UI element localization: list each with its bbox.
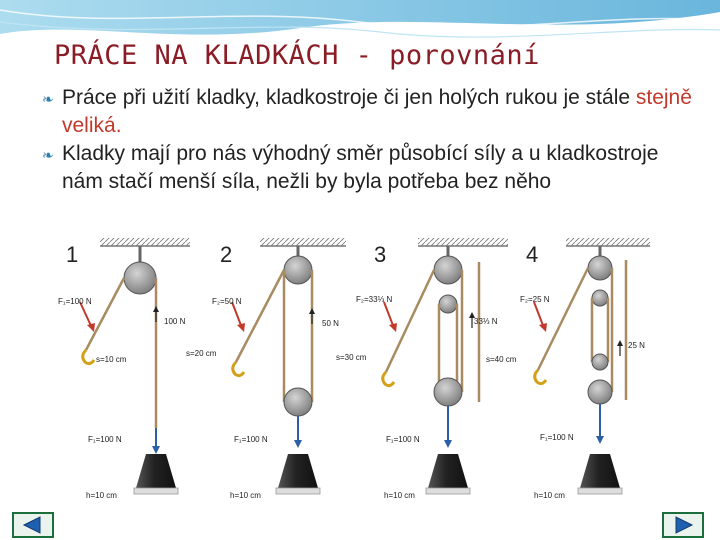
previous-slide-button[interactable] [12, 512, 54, 538]
rope [538, 268, 588, 370]
next-slide-button[interactable] [662, 512, 704, 538]
bullet-emphasis: stejně veliká. [62, 86, 692, 137]
pull-distance-label: s=30 cm [336, 353, 367, 362]
hook-icon [383, 372, 394, 386]
pull-distance-label: s=40 cm [486, 355, 517, 364]
weight-arrow [152, 446, 160, 454]
weight-arrow [294, 440, 302, 448]
fixed-pulley-small [439, 295, 457, 313]
force-arrow [237, 323, 245, 332]
load-force-label: F₁=100 N [540, 433, 574, 442]
hook-icon [233, 362, 244, 376]
bullet-item [42, 84, 702, 140]
weight-arrow [596, 436, 604, 444]
weight [278, 454, 318, 488]
pull-force-label: F₂=50 N [212, 297, 242, 306]
load-height-label: h=10 cm [86, 491, 117, 500]
movable-pulley [284, 388, 312, 416]
force-arrow [539, 323, 547, 332]
ceiling [566, 238, 650, 246]
fixed-pulley [124, 262, 156, 294]
panel-2 [186, 238, 346, 500]
weight [428, 454, 468, 488]
pull-force-label: F₁=100 N [58, 297, 92, 306]
load-force-label: F₁=100 N [386, 435, 420, 444]
rope-force-label: 33⅓ N [474, 317, 498, 326]
panel-4 [486, 238, 650, 500]
rope-force-label: 25 N [628, 341, 645, 350]
force-arrow [87, 323, 95, 332]
pull-force-label: F₂=33⅓ N [356, 295, 393, 304]
panel-number: 3 [374, 242, 387, 267]
fixed-pulley [284, 256, 312, 284]
rope-force-label: 50 N [322, 319, 339, 328]
movable-pulley-small [592, 354, 608, 370]
load-height-label: h=10 cm [384, 491, 415, 500]
rope [386, 270, 434, 372]
panel-number: 1 [66, 242, 79, 267]
movable-pulley [588, 380, 612, 404]
weight [580, 454, 620, 488]
force-arrow [389, 323, 397, 332]
bullet-text: Práce při užití kladky, kladkostroje či jen holých rukou je stále [62, 86, 636, 109]
load-force-label: F₁=100 N [88, 435, 122, 444]
fixed-pulley [588, 256, 612, 280]
rope-force-label: 100 N [164, 317, 186, 326]
pull-distance-label: s=20 cm [186, 349, 217, 358]
ceiling [100, 238, 190, 246]
panel-number: 2 [220, 242, 233, 267]
load-height-label: h=10 cm [534, 491, 565, 500]
panel-3 [336, 238, 508, 500]
pull-force-label: F₂=25 N [520, 295, 550, 304]
bullet-icon: ❧ [42, 147, 54, 163]
hook-icon [83, 350, 94, 364]
hook-icon [535, 370, 546, 384]
load-force-label: F₁=100 N [234, 435, 268, 444]
bullet-icon: ❧ [42, 91, 54, 107]
rope [236, 270, 284, 362]
triangle-right-icon [664, 514, 702, 536]
bullet-item [42, 140, 702, 196]
pull-distance-label: s=10 cm [96, 355, 127, 364]
weight [136, 454, 176, 488]
weight-arrow [444, 440, 452, 448]
movable-pulley [434, 378, 462, 406]
panel-1 [58, 238, 190, 500]
ceiling [260, 238, 346, 246]
triangle-left-icon [14, 514, 52, 536]
ceiling [418, 238, 508, 246]
slide-title: PRÁCE NA KLADKÁCH - porovnání [54, 40, 540, 71]
bullet-list [42, 84, 702, 196]
panel-number: 4 [526, 242, 539, 267]
fixed-pulley-small [592, 290, 608, 306]
fixed-pulley [434, 256, 462, 284]
bullet-text: Kladky mají pro nás výhodný směr působící síly a u kladkostroje nám stačí menší síla, nežli by byla potřeba bez něho [62, 142, 659, 193]
load-height-label: h=10 cm [230, 491, 261, 500]
pulley-comparison-diagram [40, 232, 680, 508]
rope [86, 278, 124, 350]
